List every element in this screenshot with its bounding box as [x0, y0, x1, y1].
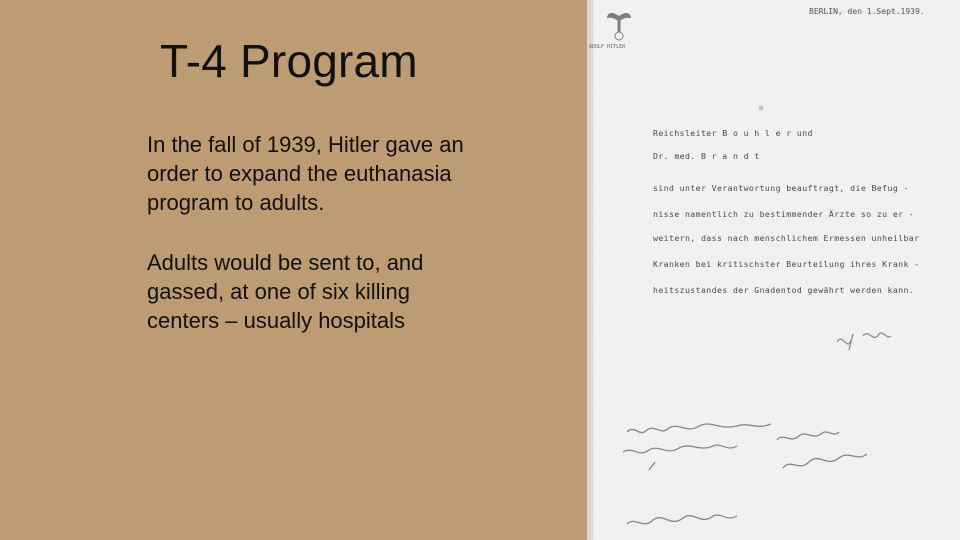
document-texture	[587, 0, 960, 540]
document-line-5: weitern, dass nach menschlichem Ermessen unheilbar	[653, 233, 920, 243]
document-line-2: Dr. med. B r a n d t	[653, 151, 760, 161]
document-line-1: Reichsleiter B o u h l e r und	[653, 128, 813, 138]
body-paragraph-2: Adults would be sent to, and gassed, at one of six killing centers – usually hospitals	[147, 250, 424, 333]
document-letterhead: ADOLF HITLER	[589, 44, 626, 50]
slide-body	[147, 130, 477, 366]
body-paragraph-1: In the fall of 1939, Hitler gave an order to expand the euthanasia program to adults.	[147, 132, 464, 215]
document-line-6: Kranken bei kritischster Beurteilung ihres Krank -	[653, 259, 920, 269]
document-line-3: sind unter Verantwortung beauftragt, die Befug -	[653, 183, 909, 193]
document-date: BERLIN, den 1.Sept.1939.	[809, 7, 925, 16]
document-line-7: heitszustandes der Gnadentod gewährt werden kann.	[653, 285, 915, 295]
slide-title: T-4 Program	[160, 35, 418, 87]
historical-document-image	[587, 0, 960, 540]
document-line-4: nisse namentlich zu bestimmender Ärzte so zu er -	[653, 209, 915, 219]
